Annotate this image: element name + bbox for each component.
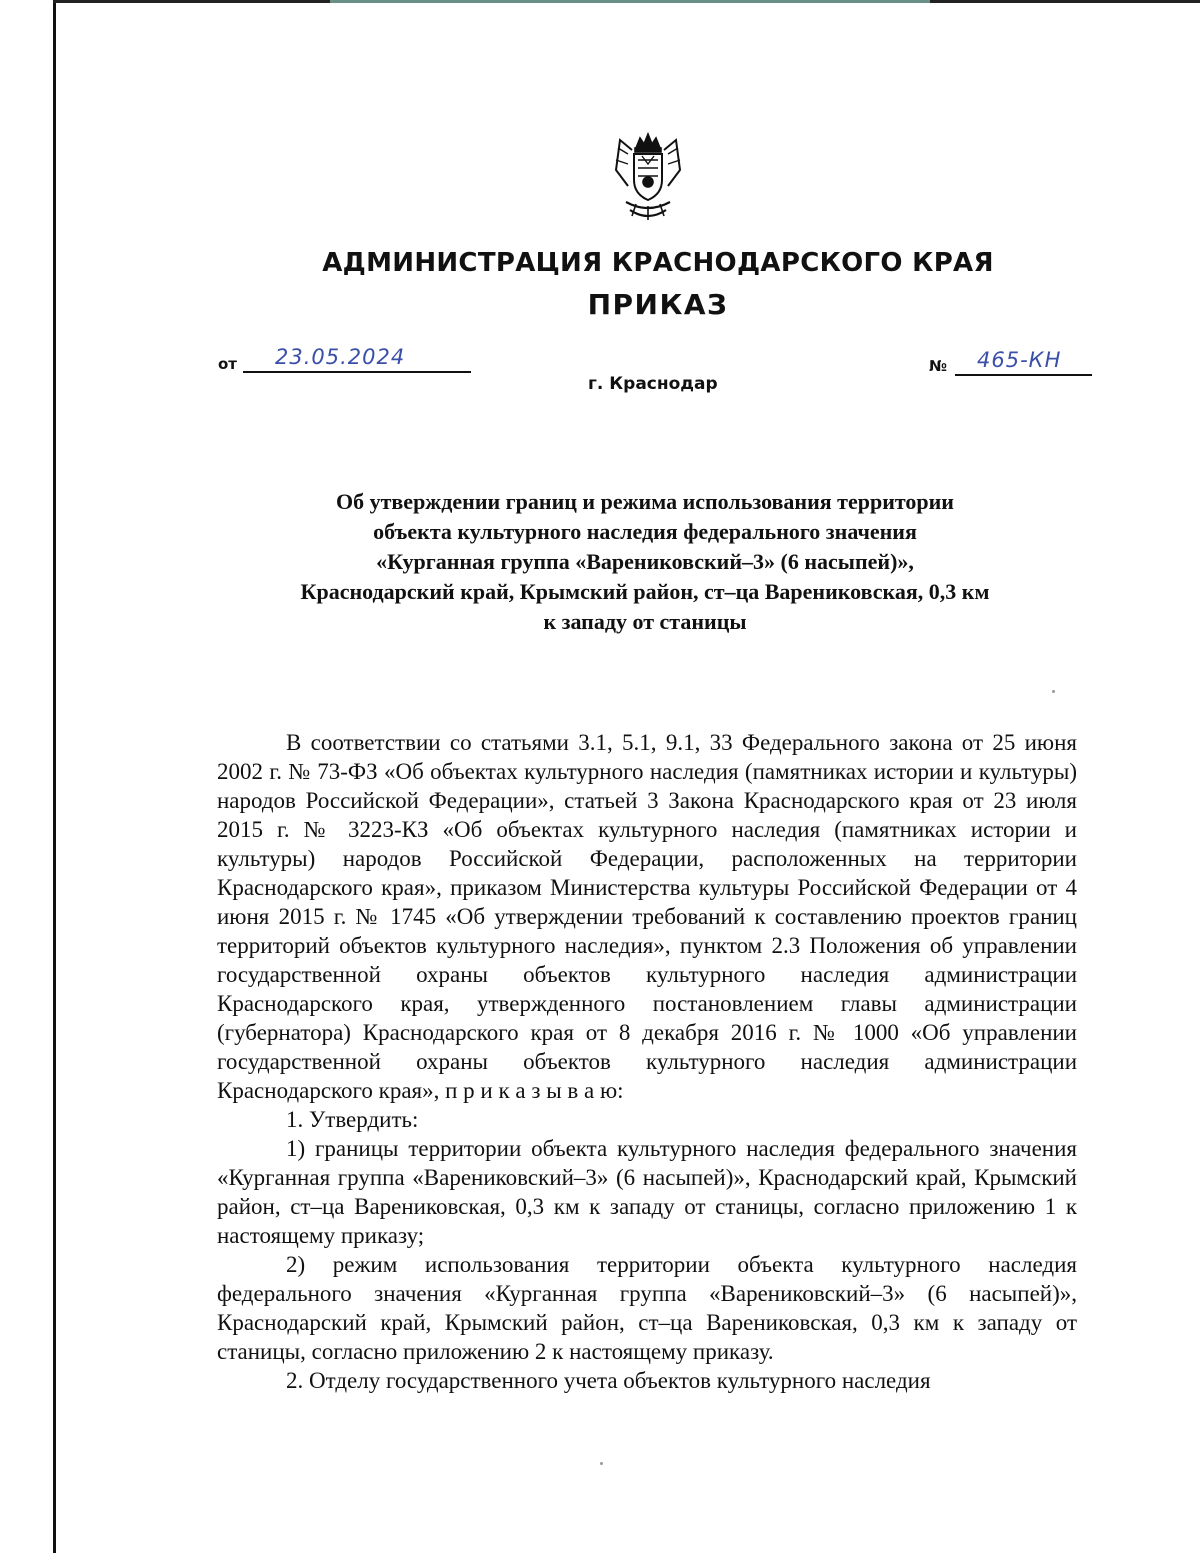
- item-1-2: 2) режим использования территории объекта культурного наследия федерального значения «Курганная группа «Варениковский–3» (6 насыпей)», Краснодарский край, Крымский район, ст–ца Варениковская, 0,3 км к западу от станицы, согласно приложению 2 к настоящему приказу.: [217, 1252, 1077, 1364]
- item-1: 1. Утвердить:: [286, 1107, 419, 1132]
- scan-edge-left: [53, 0, 56, 1553]
- number-label: №: [929, 357, 948, 375]
- number-handwritten: 465-КН: [977, 348, 1062, 372]
- preamble-paragraph: В соответствии со статьями 3.1, 5.1, 9.1, 33 Федерального закона от 25 июня 2002 г. № 73-ФЗ «Об объектах культурного наследия (памятниках истории и культуры) народов Российской Федерации», статьей 3 Закона Краснодарского края от 23 июля 2015 г. № 3223-КЗ «Об объектах культурного наследия (памятниках истории и культуры) народов Российской Федерации, расположенных на территории Краснодарского края», приказом Министерства культуры Российской Федерации от 4 июня 2015 г. № 1745 «Об утверждении требований к составлению проектов границ территорий объектов культурного наследия», пунктом 2.3 Положения об управлении государственной охраны объектов культурного наследия администрации Краснодарского края, утвержденного постановлением главы администрации (губернатора) Краснодарского края от 8 декабря 2016 г. № 1000 «Об управлении государственной охраны объектов культурного наследия администрации Краснодарского края», п р и к а з ы в а ю:: [217, 730, 1077, 1103]
- subject-line: объекта культурного наследия федерального значения: [373, 519, 917, 544]
- subject-line: Краснодарский край, Крымский район, ст–ца Варениковская, 0,3 км: [300, 579, 990, 604]
- scan-edge-top-accent: [330, 0, 930, 3]
- order-subject: [215, 487, 1075, 637]
- subject-line: «Курганная группа «Варениковский–3» (6 насыпей)»,: [376, 549, 914, 574]
- subject-line: к западу от станицы: [543, 609, 747, 634]
- date-handwritten: 23.05.2024: [275, 345, 406, 369]
- organization-title: АДМИНИСТРАЦИЯ КРАСНОДАРСКОГО КРАЯ: [322, 248, 994, 278]
- order-body: [217, 728, 1077, 1395]
- item-1-1: 1) границы территории объекта культурного наследия федерального значения «Курганная группа «Варениковский–3» (6 насыпей)», Краснодарский край, Крымский район, ст–ца Варениковская, 0,3 км к западу от станицы, согласно приложению 1 к настоящему приказу;: [217, 1136, 1077, 1248]
- scan-speck: [600, 1462, 603, 1465]
- scan-speck: [1052, 690, 1055, 693]
- date-label: от: [218, 355, 237, 373]
- city: г. Краснодар: [588, 374, 718, 394]
- number-underline: [955, 374, 1092, 376]
- subject-line: Об утверждении границ и режима использования территории: [336, 489, 954, 514]
- coat-of-arms-icon: [608, 130, 688, 225]
- document-type: ПРИКАЗ: [587, 288, 729, 321]
- item-2: 2. Отделу государственного учета объектов культурного наследия: [286, 1368, 931, 1393]
- date-underline: [243, 371, 471, 373]
